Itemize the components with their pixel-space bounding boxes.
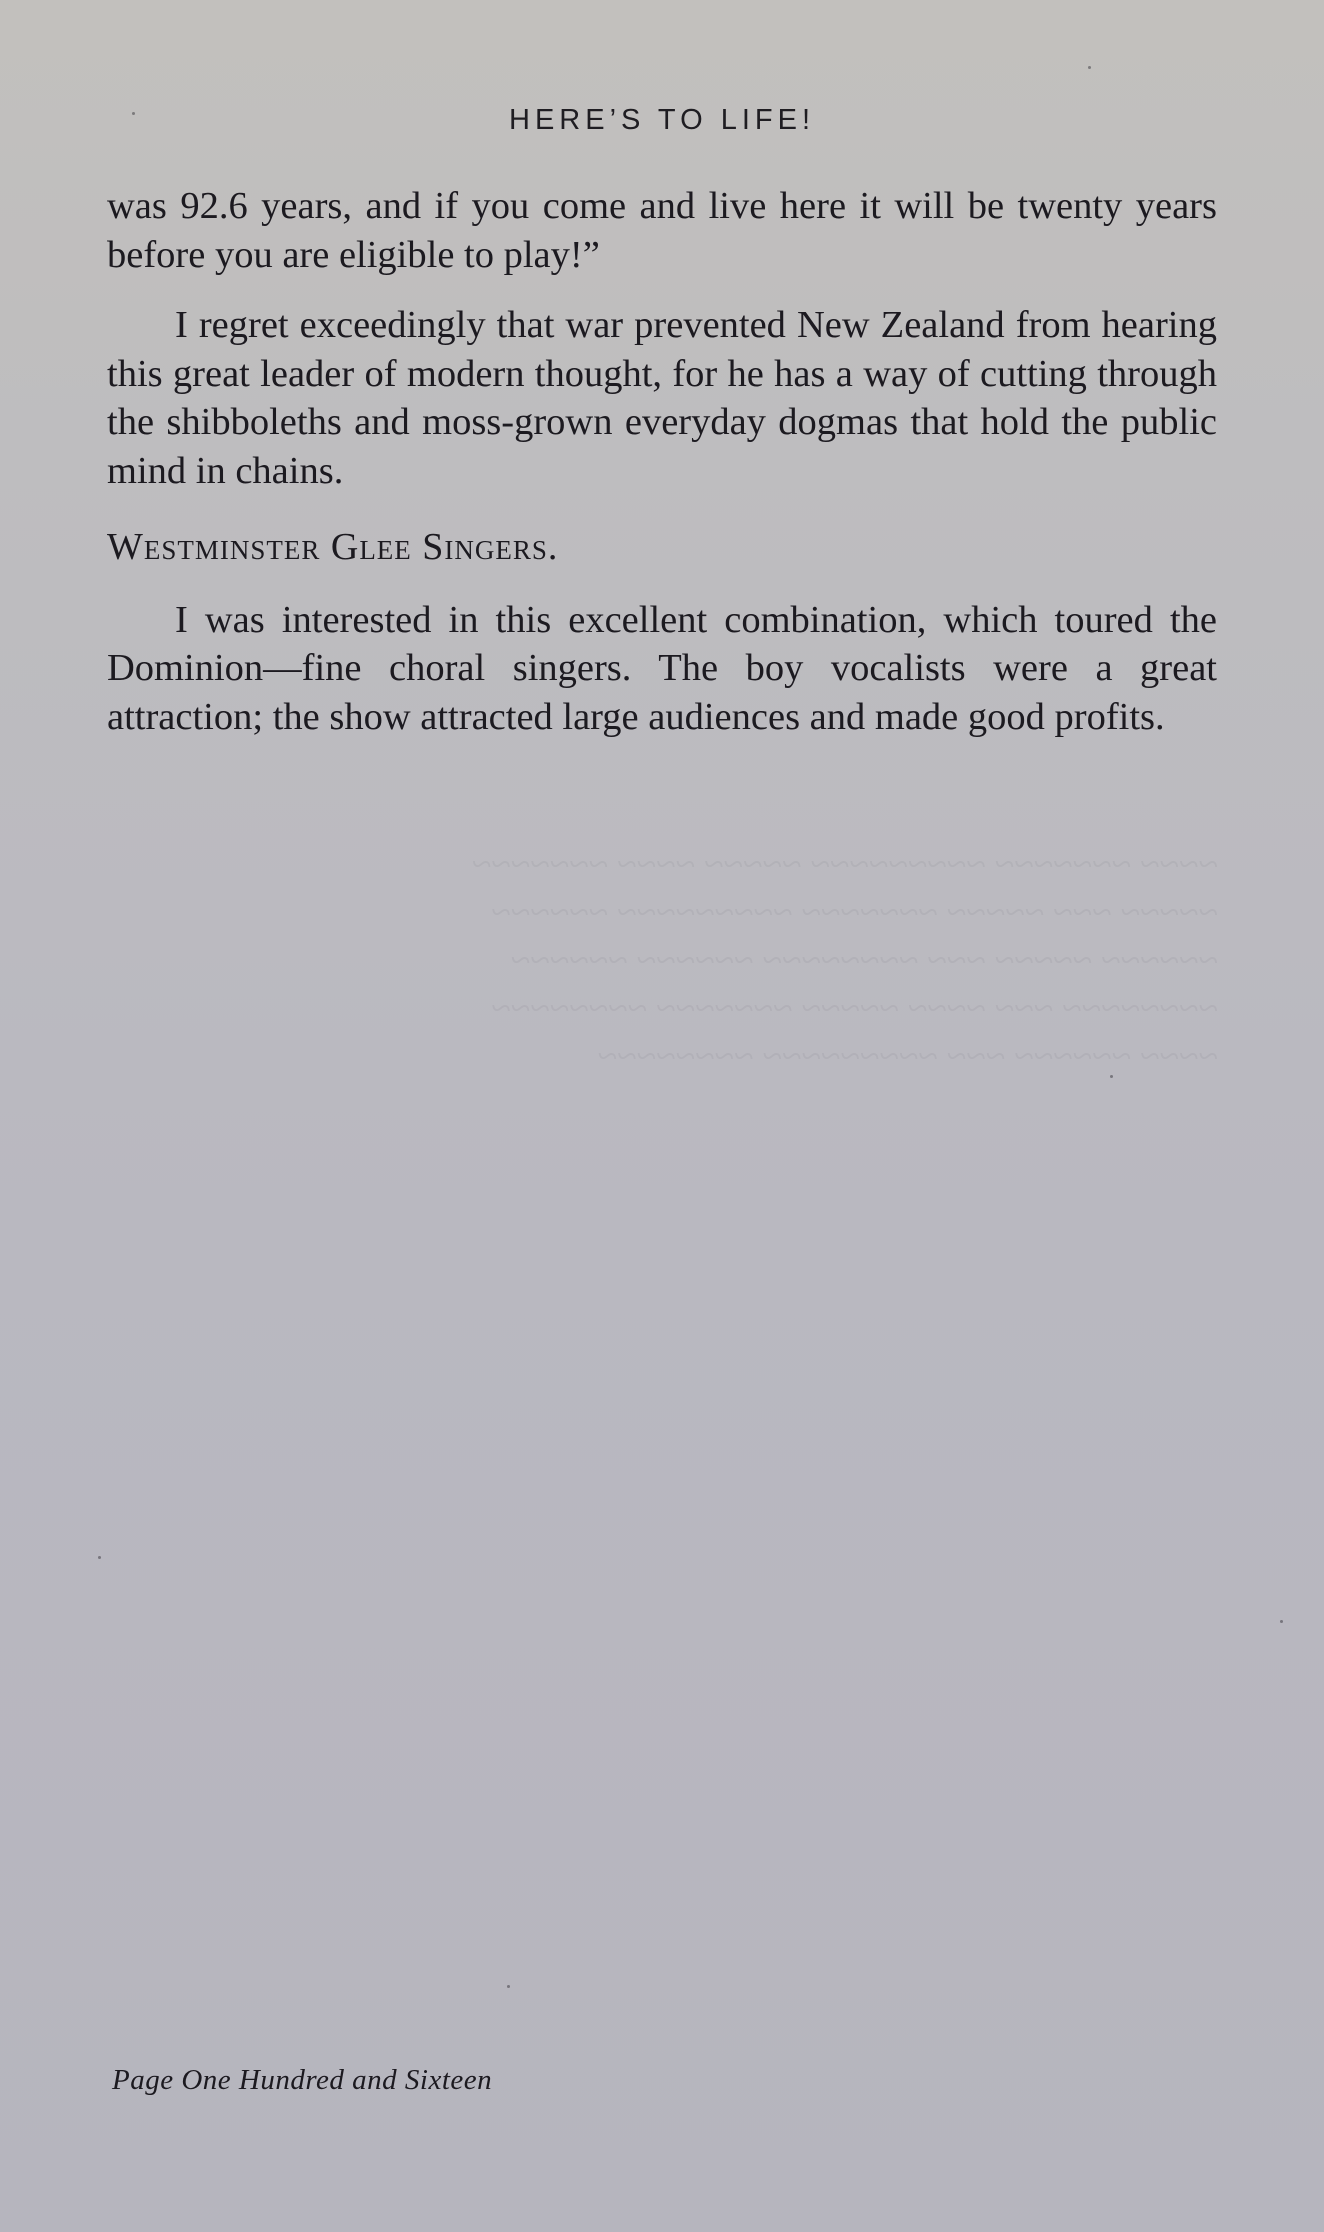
page-body	[107, 182, 1217, 763]
paragraph-regret: I regret exceedingly that war prevented New Zealand from hearing this great leader of modern thought, for he has a way of cutting through the shibboleths and moss-grown everyday dogmas that hold the public mind in chains.	[107, 304, 1217, 492]
page-number-footer: Page One Hundred and Sixteen	[112, 2064, 493, 2096]
running-head: HERE’S TO LIFE!	[509, 104, 815, 136]
section-heading: Westminster Glee Singers.	[107, 526, 559, 568]
paragraph-continuation: was 92.6 years, and if you come and live here it will be twenty years before you are eligible to play!”	[107, 185, 1217, 276]
bleed-through-text: ~~~~ ~~~~~~~ ~~~~~~~~~ ~~~~~ ~~~~ ~~~~~~~ ~~~~~ ~~~ ~~~~~ ~~~~~~~ ~~~~~~~~~ ~~~~~~ ~~~~~~ ~~~~~ ~~~ ~~~~~~~~ ~~~~~~ ~~~~~~ ~~~~~~~~ ~~~ ~~~~ ~~~~~ ~~~~~~~ ~~~~~~~~ ~~~~ ~~~~~~ ~~~ ~~~~~~~~~ ~~~~~~~~	[471, 844, 1218, 1076]
paragraph-glee-singers: I was interested in this excellent combination, which toured the Dominion—fine choral singers. The boy vocalists were a great attraction; the show attracted large audiences and made good profits.	[107, 598, 1217, 738]
